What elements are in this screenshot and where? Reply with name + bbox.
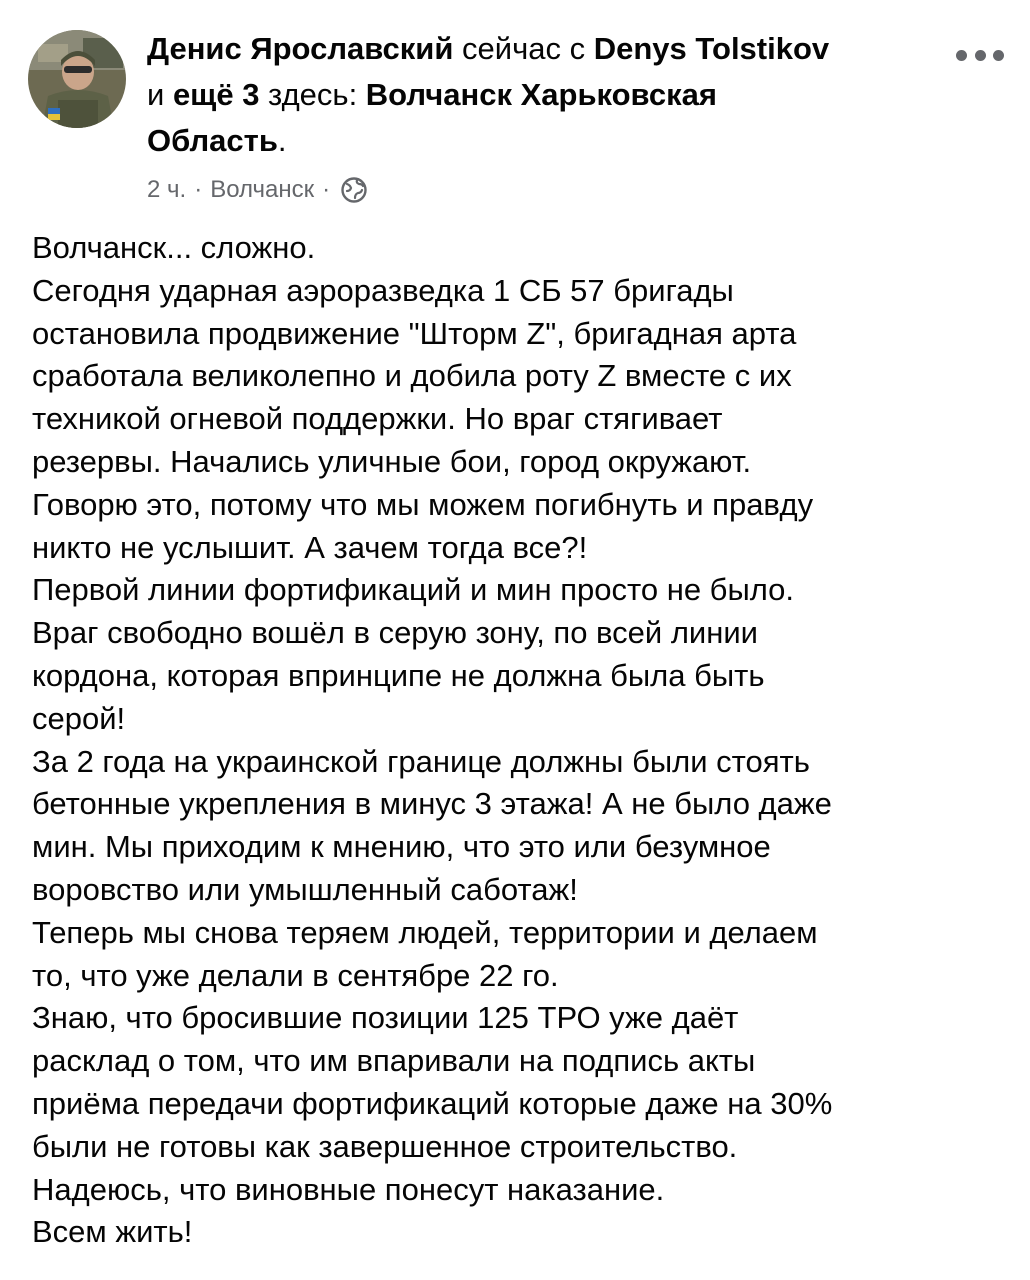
header-action-text: сейчас с	[453, 31, 594, 66]
post-text-line: воровство или умышленный саботаж!	[32, 871, 578, 907]
avatar-photo	[28, 30, 126, 128]
header-period: .	[277, 123, 287, 158]
post-text-line: серой!	[32, 700, 126, 736]
post-header	[147, 26, 847, 164]
globe-icon[interactable]	[340, 176, 368, 204]
location-link[interactable]: Волчанск Харьковская Область	[147, 77, 717, 158]
post-timestamp[interactable]: 2 ч.	[147, 176, 187, 203]
meta-separator: ·	[322, 176, 331, 203]
post-text-line: остановила продвижение "Шторм Z", бригадная арта	[32, 315, 797, 351]
post-text-line: Говорю это, потому что мы можем погибнуть и правду	[32, 486, 814, 522]
post-text-line: расклад о том, что им впаривали на подпись акты	[32, 1043, 756, 1079]
post-text-line: кордона, которая впринципе не должна была быть	[32, 657, 765, 693]
more-dot	[975, 50, 986, 61]
tagged-others-link[interactable]: ещё 3	[172, 77, 260, 112]
post-text-line: Всем жить!	[32, 1214, 193, 1250]
post-text-line: мин. Мы приходим к мнению, что это или безумное	[32, 829, 771, 865]
header-here-text: здесь:	[259, 77, 366, 112]
more-dot	[956, 50, 967, 61]
header-and-text: и	[147, 77, 173, 112]
post-text-line: бетонные укрепления в минус 3 этажа! А не было даже	[32, 786, 832, 822]
post-body	[32, 227, 1007, 1254]
post-text-line: никто не услышит. А зачем тогда все?!	[32, 529, 588, 565]
tagged-user[interactable]: Denys Tolstikov	[593, 31, 830, 66]
post-location[interactable]: Волчанск	[210, 176, 315, 203]
post-text-line: Знаю, что бросившие позиции 125 ТРО уже даёт	[32, 1000, 739, 1036]
author-name[interactable]: Денис Ярославский	[147, 31, 454, 66]
post-text-line: За 2 года на украинской границе должны были стоять	[32, 743, 810, 779]
post-meta	[147, 174, 368, 206]
post-text-line: Волчанск... сложно.	[32, 230, 316, 265]
post-text-line: сработала великолепно и добила роту Z вместе с их	[32, 358, 792, 394]
post-text-line: Теперь мы снова теряем людей, территории и делаем	[32, 914, 818, 950]
post-text-line: то, что уже делали в сентябре 22 го.	[32, 957, 559, 993]
post-text-line: Враг свободно вошёл в серую зону, по всей линии	[32, 615, 759, 651]
post-text-line: Надеюсь, что виновные понесут наказание.	[32, 1171, 665, 1207]
post-text-line: были не готовы как завершенное строительство.	[32, 1128, 738, 1164]
more-options-icon[interactable]	[956, 40, 1004, 70]
post-text-line: техникой огневой поддержки. Но враг стягивает	[32, 401, 723, 437]
meta-separator: ·	[194, 176, 203, 203]
post-text-line: Сегодня ударная аэроразведка 1 СБ 57 бригады	[32, 272, 734, 308]
post-text-line: Первой линии фортификаций и мин просто не было.	[32, 572, 795, 608]
more-dot	[993, 50, 1004, 61]
author-avatar[interactable]	[28, 30, 126, 128]
post-text-line: резервы. Начались уличные бои, город окружают.	[32, 443, 752, 479]
post-text-line: приёма передачи фортификаций которые даже на 30%	[32, 1085, 833, 1121]
